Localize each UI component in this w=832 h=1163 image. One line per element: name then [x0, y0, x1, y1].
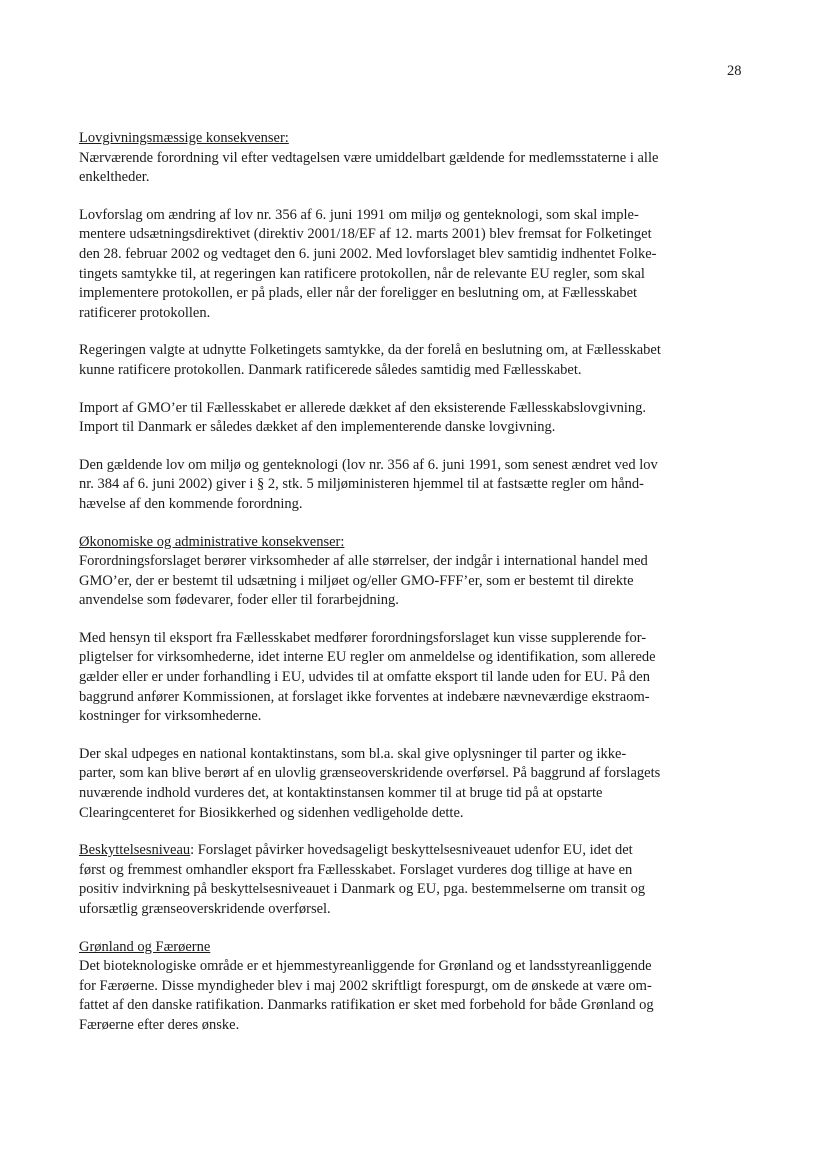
text-line: Den gældende lov om miljø og genteknologi (lov nr. 356 af 6. juni 1991, som senest ændret ved lov: [79, 456, 658, 473]
text-line: mentere udsætningsdirektivet (direktiv 2001/18/EF af 12. marts 2001) blev fremsat for Folketinget: [79, 226, 652, 243]
text-line: Clearingcenteret for Biosikkerhed og sidenhen vedligeholde dette.: [79, 804, 464, 821]
text-line: den 28. februar 2002 og vedtaget den 6. juni 2002. Med lovforslaget blev samtidig indhentet Folke-: [79, 245, 657, 262]
section-groenland-faeroeerne: [79, 938, 759, 1036]
text-line: Færøerne efter deres ønske.: [79, 1016, 240, 1033]
text-line: Der skal udpeges en national kontaktinstans, som bl.a. skal give oplysninger til parter og ikke-: [79, 745, 627, 762]
section-oekonomiske: [79, 533, 759, 611]
text-line: positiv indvirkning på beskyttelsesniveauet i Danmark og EU, pga. bestemmelserne om transit og: [79, 881, 646, 898]
paragraph-eksport: [79, 629, 759, 727]
paragraph-kontaktinstans: [79, 745, 759, 823]
text-line: ratificerer protokollen.: [79, 304, 211, 321]
text-line: først og fremmest omhandler eksport fra Fællesskabet. Forslaget vurderes dog tillige at have en: [79, 861, 633, 878]
text-line: Forordningsforslaget berører virksomheder af alle størrelser, der indgår i international handel med: [79, 553, 648, 570]
text-line: Nærværende forordning vil efter vedtagelsen være umiddelbart gældende for medlemsstaterne i alle: [79, 149, 659, 166]
text-line: implementere protokollen, er på plads, eller når der foreligger en beslutning om, at Fællesskabet: [79, 285, 638, 302]
text-line: nr. 384 af 6. juni 2002) giver i § 2, stk. 5 miljøministeren hjemmel til at fastsætte regler om hånd-: [79, 476, 644, 493]
heading-groenland-faeroeerne: Grønland og Færøerne: [79, 938, 211, 955]
section-beskyttelsesniveau: [79, 841, 759, 919]
text-line: hævelse af den kommende forordning.: [79, 495, 303, 512]
heading-beskyttelsesniveau: Beskyttelsesniveau: [79, 842, 191, 859]
text-line: Lovforslag om ændring af lov nr. 356 af 6. juni 1991 om miljø og genteknologi, som skal imple-: [79, 206, 639, 223]
text-line: GMO’er, der er bestemt til udsætning i miljøet og/eller GMO-FFF’er, som er bestemt til direkte: [79, 572, 634, 589]
text-line: tingets samtykke til, at regeringen kan ratificere protokollen, når de relevante EU regler, som skal: [79, 265, 645, 282]
paragraph-lovforslag: [79, 206, 759, 324]
text-line: baggrund anfører Kommissionen, at forslaget ikke forventes at indebære nævneværdige ekstraom-: [79, 688, 650, 705]
text-line: Import af GMO’er til Fællesskabet er allerede dækket af den eksisterende Fællesskabslovgivning.: [79, 399, 646, 416]
text-line: fattet af den danske ratifikation. Danmarks ratifikation er sket med forbehold for både Grønland og: [79, 997, 654, 1014]
paragraph-regeringen: [79, 341, 759, 380]
text-line: Det bioteknologiske område er et hjemmestyreanliggende for Grønland og et landsstyreanliggende: [79, 958, 652, 975]
heading-oekonomiske: Økonomiske og administrative konsekvenser:: [79, 533, 345, 550]
text-line: nuværende indhold vurderes det, at kontaktinstansen kommer til at bruge tid på at opstarte: [79, 785, 603, 802]
text-line: anvendelse som fødevarer, foder eller til forarbejdning.: [79, 592, 399, 609]
text-line: pligtelser for virksomhederne, idet interne EU regler om anmeldelse og identifikation, som allerede: [79, 649, 656, 666]
text-line: parter, som kan blive berørt af en ulovlig grænseoverskridende overførsel. På baggrund af forslagets: [79, 765, 661, 782]
text-line: Regeringen valgte at udnytte Folketingets samtykke, da der forelå en beslutning om, at Fællesskabet: [79, 342, 661, 359]
heading-lovgivningsmaessige: Lovgivningsmæssige konsekvenser:: [79, 130, 289, 146]
page-content: [79, 129, 759, 1036]
text-line: gælder eller er under forhandling i EU, udvides til at omfatte eksport til lande uden for EU. På den: [79, 669, 650, 686]
text-line: uforsætlig grænseoverskridende overførsel.: [79, 901, 331, 917]
text-line: Med hensyn til eksport fra Fællesskabet medfører forordningsforslaget kun visse supplerende for-: [79, 629, 647, 646]
text-line: kunne ratificere protokollen. Danmark ratificerede således samtidig med Fællesskabet.: [79, 361, 582, 378]
page-number: 28: [727, 63, 742, 79]
text-line: enkeltheder.: [79, 169, 150, 186]
paragraph-gaeldende-lov: [79, 456, 759, 515]
paragraph-import: [79, 399, 759, 438]
text-line: : Forslaget påvirker hovedsageligt beskyttelsesniveauet udenfor EU, idet det: [190, 842, 633, 859]
section-lovgivning: [79, 129, 759, 188]
text-line: Import til Danmark er således dækket af den implementerende danske lovgivning.: [79, 419, 556, 436]
text-line: kostninger for virksomhederne.: [79, 708, 262, 725]
text-line: for Færøerne. Disse myndigheder blev i maj 2002 skriftligt forespurgt, om de ønskede at være om-: [79, 977, 652, 994]
